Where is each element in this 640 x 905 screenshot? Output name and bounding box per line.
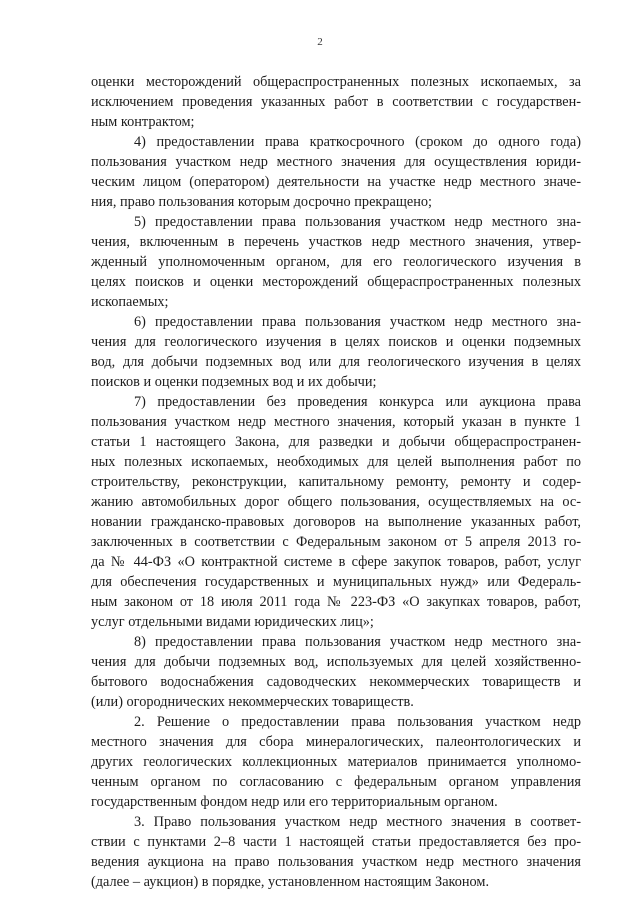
text-line: услуг отдельными видами юридических лиц»; xyxy=(91,614,374,630)
page-number: 2 xyxy=(317,36,323,48)
text-line: поисков и оценки подземных вод и их добычи; xyxy=(91,374,377,390)
text-line: ведения аукциона на право пользования участком недр местного значения xyxy=(91,854,581,870)
text-line: жанию автомобильных дорог общего пользования, осуществляемых на ос- xyxy=(91,494,581,510)
text-line: других геологических коллекционных материалов принимается уполномо- xyxy=(91,754,581,770)
text-line: для обеспечения государственных и муниципальных нужд» или Федераль- xyxy=(91,574,581,590)
document-body xyxy=(91,72,581,892)
text-line: оценки месторождений общераспространенных полезных ископаемых, за xyxy=(91,74,581,90)
text-line: ствии с пунктами 2–8 части 1 настоящей статьи предоставляется без про- xyxy=(91,834,581,850)
text-line: исключением проведения указанных работ в соответствии с государствен- xyxy=(91,94,581,110)
text-line: ным контрактом; xyxy=(91,114,195,130)
text-line: чения для геологического изучения в целях поисков и оценки подземных xyxy=(91,334,581,350)
text-line: заключенных в соответствии с Федеральным законом от 5 апреля 2013 го- xyxy=(91,534,581,550)
text-line: чения, включенным в перечень участков недр местного значения, утвер- xyxy=(91,234,581,250)
text-line: жденный уполномоченным органом, для его геологического изучения в xyxy=(91,254,581,270)
text-line: 8) предоставлении права пользования участком недр местного зна- xyxy=(134,634,581,650)
text-line: ным законом от 18 июля 2011 года № 223-ФЗ «О закупках товаров, работ, xyxy=(91,594,581,610)
text-line: ных полезных ископаемых, необходимых для целей выполнения работ по xyxy=(91,454,581,470)
text-line: ния, право пользования которым досрочно прекращено; xyxy=(91,194,432,210)
text-line: ческим лицом (оператором) деятельности на участке недр местного значе- xyxy=(91,174,581,190)
text-line: государственным фондом недр или его территориальным органом. xyxy=(91,794,498,810)
text-line: 4) предоставлении права краткосрочного (сроком до одного года) xyxy=(134,134,581,150)
text-line: 5) предоставлении права пользования участком недр местного зна- xyxy=(134,214,581,230)
text-line: целях поисков и оценки месторождений общераспространенных полезных xyxy=(91,274,581,290)
text-line: местного значения для сбора минералогических, палеонтологических и xyxy=(91,734,581,750)
text-line: 7) предоставлении без проведения конкурса или аукциона права xyxy=(134,394,581,410)
text-line: новании гражданско-правовых договоров на выполнение указанных работ, xyxy=(91,514,581,530)
text-line: вод, для добычи подземных вод или для геологического изучения в целях xyxy=(91,354,581,370)
text-line: пользования участком недр местного значения, который указан в пункте 1 xyxy=(91,414,581,430)
text-line: строительству, реконструкции, капитальному ремонту, ремонту и содер- xyxy=(91,474,581,490)
text-line: бытового водоснабжения садоводческих некоммерческих товариществ и xyxy=(91,674,581,690)
text-line: чения для добычи подземных вод, используемых для целей хозяйственно- xyxy=(91,654,581,670)
text-line: 3. Право пользования участком недр местного значения в соответ- xyxy=(134,814,581,830)
text-line: пользования участком недр местного значения для осуществления юриди- xyxy=(91,154,581,170)
text-line: 2. Решение о предоставлении права пользования участком недр xyxy=(134,714,581,730)
text-line: (или) огороднических некоммерческих товариществ. xyxy=(91,694,414,710)
text-line: статьи 1 настоящего Закона, для разведки и добычи общераспространен- xyxy=(91,434,581,450)
text-line: ископаемых; xyxy=(91,294,169,310)
text-line: (далее – аукцион) в порядке, установленном настоящим Законом. xyxy=(91,874,490,890)
text-line: 6) предоставлении права пользования участком недр местного зна- xyxy=(134,314,581,330)
text-line: ченным органом по согласованию с федеральным органом управления xyxy=(91,774,581,790)
text-line: да № 44-ФЗ «О контрактной системе в сфере закупок товаров, работ, услуг xyxy=(91,554,581,570)
